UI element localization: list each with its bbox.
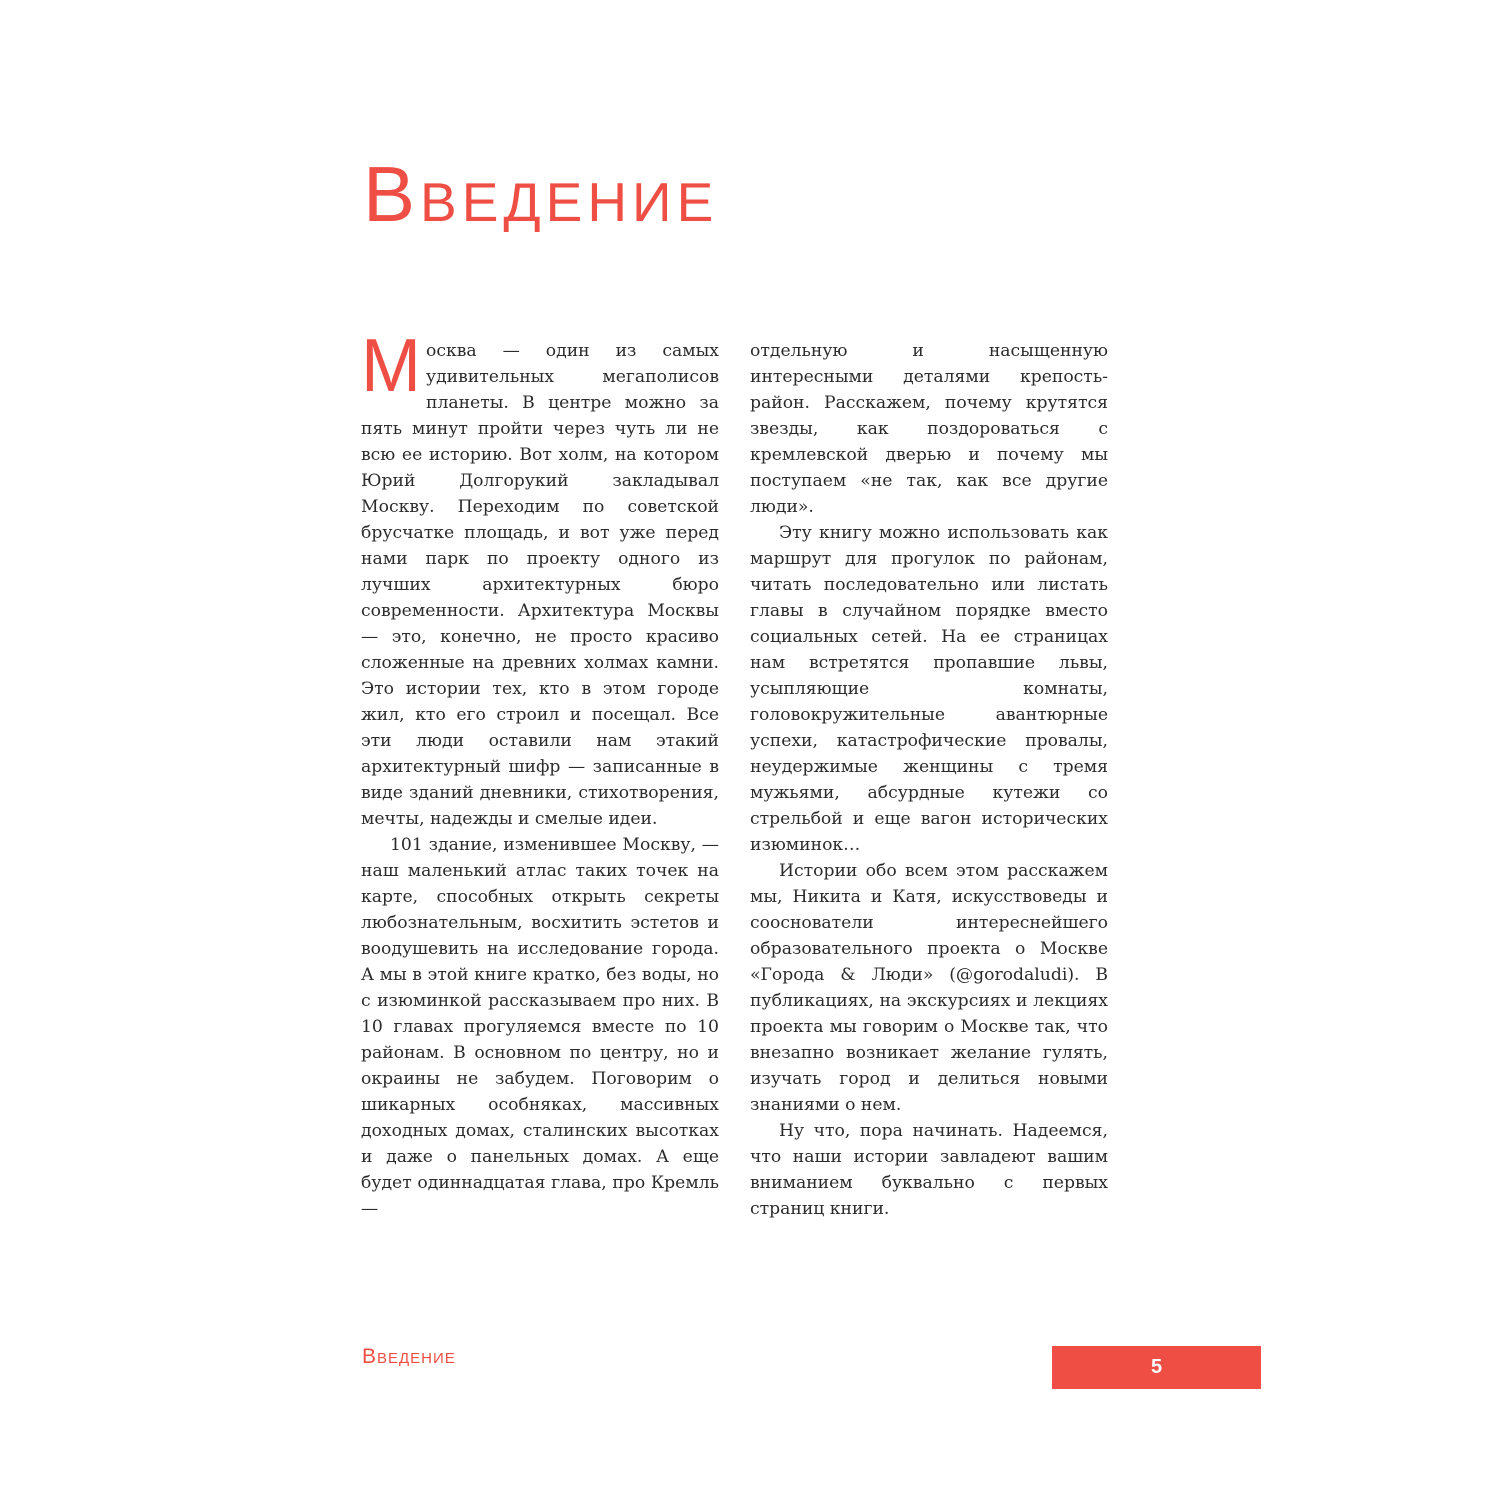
text-column-left (361, 324, 719, 1222)
paragraph-continued: отдельную и насыщенную интересными деталями крепость-район. Расскажем, почему крутятся звезды, как поздороваться с кремлевской дверью и почему мы поступаем «не так, как все другие люди». (750, 341, 1108, 517)
drop-cap: М (361, 324, 421, 408)
paragraph: Истории обо всем этом расскажем мы, Никита и Катя, искусствоведы и сооснователи интереснейшего образовательного проекта о Москве «Города & Люди» (@gorodaludi). В публикациях, на экскурсиях и лекциях проекта мы говорим о Москве так, что внезапно возникает желание гулять, изучать город и делиться новыми знаниями о нем. (750, 861, 1108, 1115)
paragraph: Ну что, пора начинать. Надеемся, что наши истории завладеют вашим вниманием буквально с первых страниц книги. (750, 1121, 1108, 1219)
paragraph: Эту книгу можно использовать как маршрут для прогулок по районам, читать последовательно или листать главы в случайном порядке вместо социальных сетей. На ее страницах нам встретятся пропавшие львы, усыпляющие комнаты, головокружительные авантюрные успехи, катастрофические провалы, неудержимые женщины с тремя мужьями, абсурдные кутежи со стрельбой и еще вагон исторических изюминок… (750, 523, 1108, 855)
paragraph (361, 324, 719, 832)
page-title: Введение (363, 150, 719, 238)
running-footer-label: Введение (362, 1345, 456, 1368)
page-number-badge (1052, 1346, 1261, 1389)
paragraph-text: осква — один из самых удивительных мегаполисов планеты. В центре можно за пять минут пройти через чуть ли не всю ее историю. Вот холм, на котором Юрий Долгорукий закладывал Москву. Переходим по советской брусчатке площадь, и вот уже перед нами парк по проекту одного из лучших архитектурных бюро современности. Архитектура Москвы — это, конечно, не просто красиво сложенные на древних холмах камни. Это истории тех, кто в этом городе жил, кто его строил и посещал. Все эти люди оставили нам этакий архитектурный шифр — записанные в виде зданий дневники, стихотворения, мечты, надежды и смелые идеи. (361, 341, 719, 829)
page-number: 5 (1150, 1356, 1163, 1378)
text-column-right (750, 338, 1108, 1222)
paragraph: 101 здание, изменившее Москву, — наш маленький атлас таких точек на карте, способных открыть секреты любознательным, восхитить эстетов и воодушевить на исследование города. А мы в этой книге кратко, без воды, но с изюминкой рассказываем про них. В 10 главах прогуляемся вместе по 10 районам. В основном по центру, но и окраины не забудем. Поговорим о шикарных особняках, массивных доходных домах, сталинских высотках и даже о панельных домах. А еще будет одиннадцатая глава, про Кремль — (361, 835, 719, 1219)
